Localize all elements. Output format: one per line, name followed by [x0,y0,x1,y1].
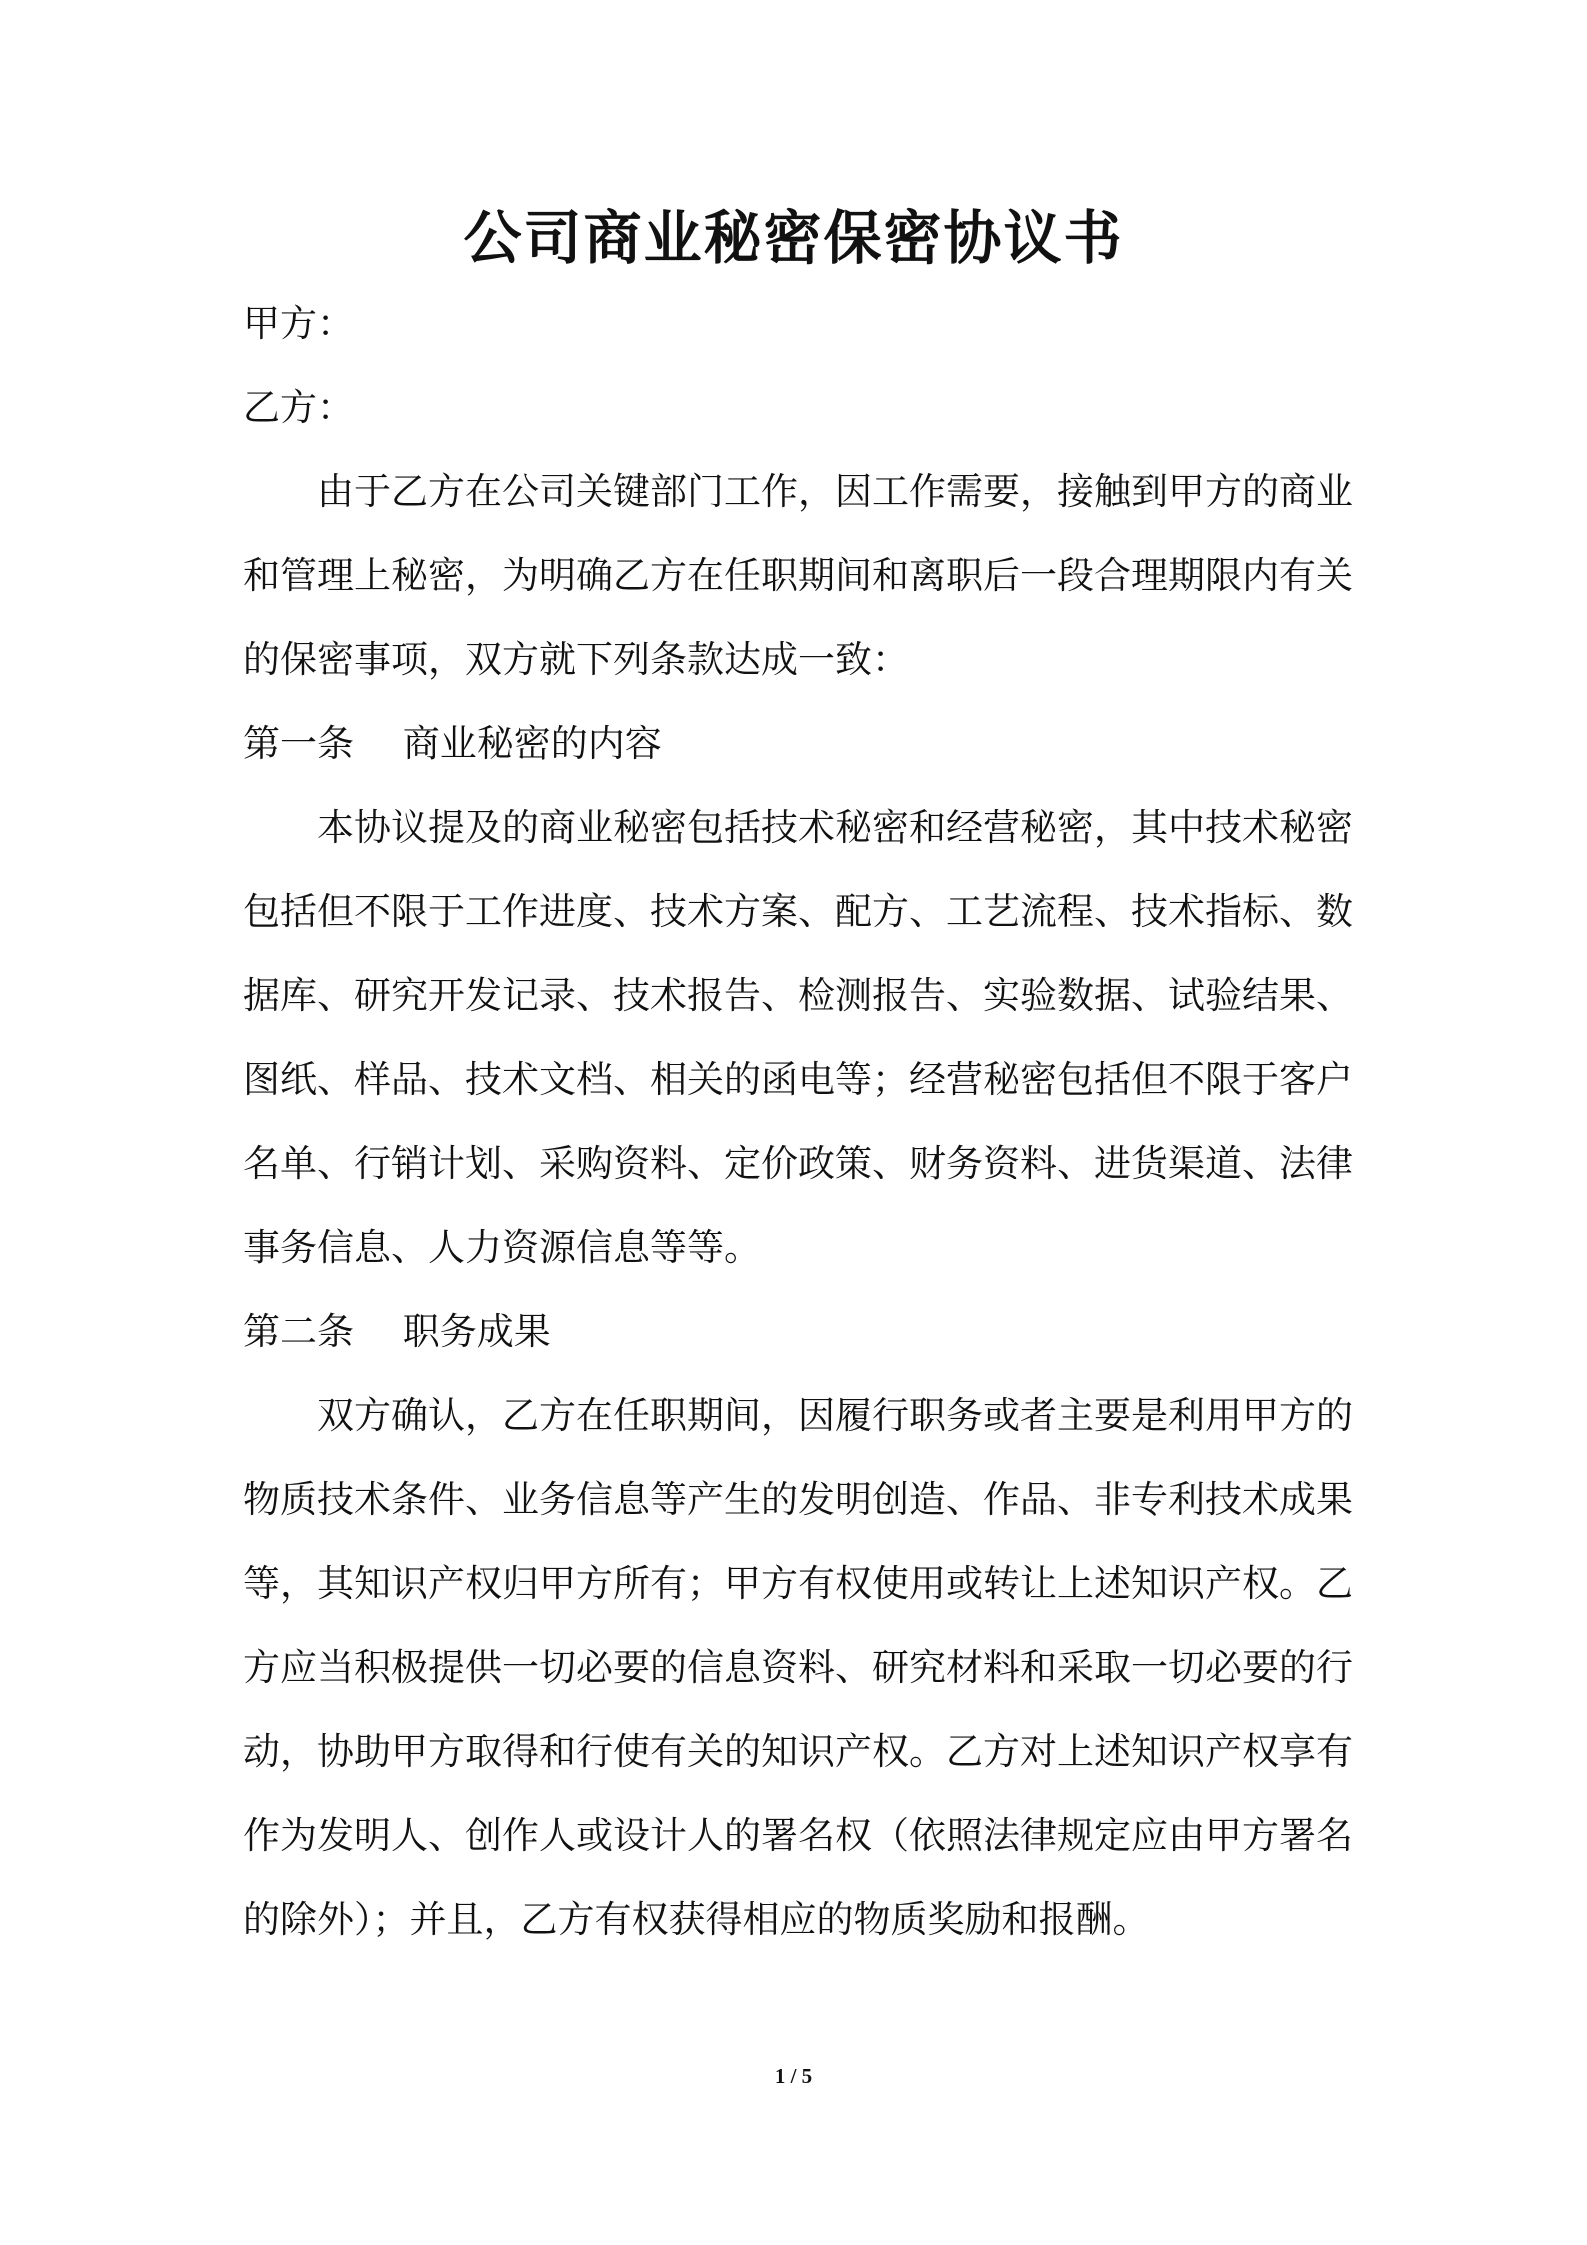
page-number: 1 / 5 [774,2064,813,2088]
article-2-body: 双方确认，乙方在任职期间，因履行职务或者主要是利用甲方的物质技术条件、业务信息等产生的发明创造、作品、非专利技术成果等，其知识产权归甲方所有；甲方有权使用或转让上述知识产权。乙方应当积极提供一切必要的信息资料、研究材料和采取一切必要的行动，协助甲方取得和行使有关的知识产权。乙方对上述知识产权享有作为发明人、创作人或设计人的署名权（依照法律规定应由甲方署名的除外）；并且，乙方有权获得相应的物质奖励和报酬。 [243,1394,1353,1941]
document-title: 公司商业秘密保密协议书 [463,204,1124,272]
document-body [243,282,1353,1962]
party-b-line: 乙方： [243,386,354,429]
article-1-heading: 第一条 商业秘密的内容 [243,722,662,765]
article-2-heading: 第二条 职务成果 [243,1310,551,1353]
article-1-body: 本协议提及的商业秘密包括技术秘密和经营秘密，其中技术秘密包括但不限于工作进度、技术方案、配方、工艺流程、技术指标、数据库、研究开发记录、技术报告、检测报告、实验数据、试验结果、图纸、样品、技术文档、相关的函电等；经营秘密包括但不限于客户名单、行销计划、采购资料、定价政策、财务资料、进货渠道、法律事务信息、人力资源信息等等。 [243,806,1353,1269]
preamble-paragraph: 由于乙方在公司关键部门工作，因工作需要，接触到甲方的商业和管理上秘密，为明确乙方在任职期间和离职后一段合理期限内有关的保密事项，双方就下列条款达成一致： [243,470,1353,681]
party-a-line: 甲方： [243,302,354,345]
